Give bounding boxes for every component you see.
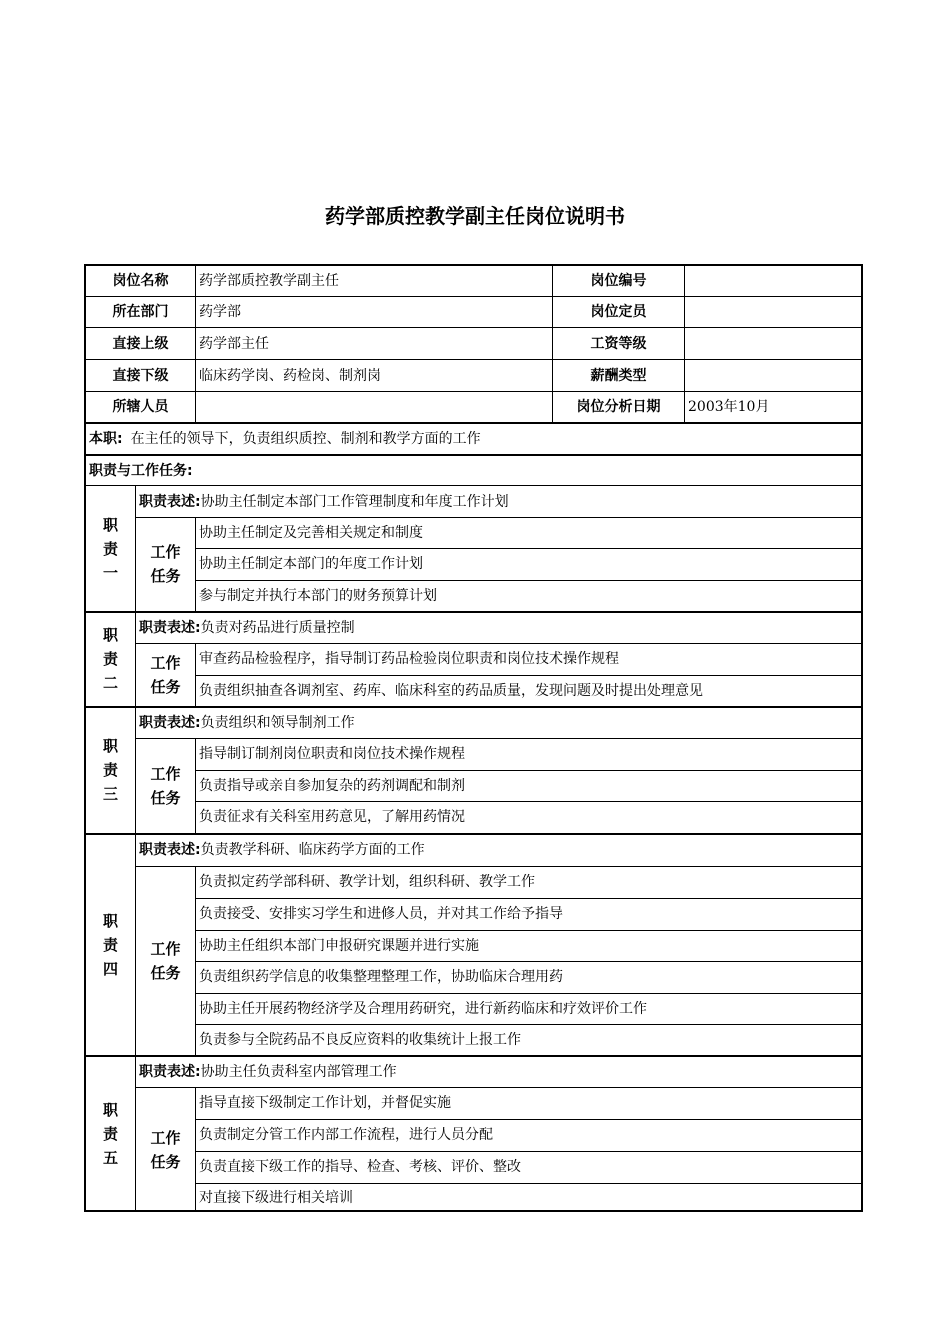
- duty-label: [86, 707, 135, 833]
- task-label: [136, 517, 195, 611]
- task-label-line: 任务: [150, 963, 181, 982]
- task-label-line: 工作: [150, 653, 181, 672]
- statement-text: 负责组织和领导制剂工作: [200, 714, 355, 731]
- task-label: [136, 1087, 195, 1212]
- duty-statement-row: [136, 486, 862, 517]
- duty-label-char: 责: [102, 935, 118, 954]
- duty-label-char: 责: [102, 1125, 118, 1143]
- duty-label-char: 职: [102, 737, 118, 755]
- grade-label: 工资等级: [590, 335, 647, 352]
- duty-label: [86, 834, 135, 1055]
- task-item: 负责参与全院药品不良反应资料的收集统计上报工作: [199, 1031, 521, 1048]
- task-item: 负责征求有关科室用药意见，了解用药情况: [199, 809, 465, 825]
- duty-label-char: 一: [102, 563, 118, 582]
- task-label-line: 工作: [150, 1128, 181, 1147]
- superior-label: 直接上级: [112, 335, 169, 352]
- task-item: 负责组织药学信息的收集整理整理工作，协助临床合理用药: [199, 969, 563, 985]
- duties-section-label: 职责与工作任务:: [89, 462, 193, 479]
- duty-label-char: 责: [102, 650, 118, 668]
- task-label-line: 任务: [150, 677, 181, 696]
- quota-value: [685, 297, 861, 327]
- duty-label: [86, 612, 135, 706]
- duty-label-char: 职: [102, 626, 118, 644]
- duty-label: [86, 486, 135, 611]
- task-item: 审查药品检验程序，指导制订药品检验岗位职责和岗位技术操作规程: [199, 651, 619, 667]
- statement-text: 负责对药品进行质量控制: [200, 619, 355, 636]
- dept-label: 所在部门: [112, 304, 169, 320]
- duty-label-char: 责: [102, 761, 118, 779]
- duty-label-char: 职: [102, 911, 118, 930]
- page-title: 药学部质控教学副主任岗位说明书: [325, 204, 625, 228]
- duty-statement-row: [136, 612, 862, 643]
- duty-statement-row: [136, 707, 862, 738]
- task-label: [136, 643, 195, 706]
- task-item: 负责组织抽查各调剂室、药库、临床科室的药品质量，发现问题及时提出处理意见: [199, 682, 703, 699]
- duty-label-char: 四: [102, 959, 118, 978]
- subordinate-label: 直接下级: [112, 367, 169, 384]
- summary-text: 在主任的领导下，负责组织质控、制剂和教学方面的工作: [130, 431, 481, 447]
- task-label-line: 任务: [150, 788, 181, 807]
- task-item: 协助主任制定本部门的年度工作计划: [199, 556, 423, 572]
- task-label: [136, 866, 195, 1055]
- task-item: 协助主任开展药物经济学及合理用药研究，进行新药临床和疗效评价工作: [199, 1000, 647, 1017]
- summary-row: [86, 424, 862, 454]
- grade-value: [685, 328, 861, 359]
- pay-type-label: 薪酬类型: [590, 367, 647, 384]
- task-label-line: 工作: [150, 764, 181, 783]
- staff-label: 所辖人员: [112, 399, 169, 415]
- statement-text: 负责教学科研、临床药学方面的工作: [200, 842, 425, 858]
- pay-type-value: [685, 360, 861, 391]
- duty-label-char: 二: [102, 674, 118, 692]
- task-item: 参与制定并执行本部门的财务预算计划: [199, 587, 437, 604]
- date-value: 2003年10月: [688, 399, 770, 415]
- duty-label: [86, 1056, 135, 1212]
- task-item: 对直接下级进行相关培训: [199, 1189, 353, 1206]
- summary-label: 本职:: [89, 431, 123, 447]
- statement-label: 职责表述:: [139, 493, 201, 510]
- task-item: 指导制订制剂岗位职责和岗位技术操作规程: [199, 746, 465, 762]
- task-item: 负责接受、安排实习学生和进修人员，并对其工作给予指导: [199, 906, 563, 922]
- task-label-line: 工作: [150, 543, 181, 561]
- task-item: 协助主任制定及完善相关规定和制度: [199, 524, 423, 541]
- dept-value: 药学部: [199, 304, 241, 320]
- task-item: 负责指导或亲自参加复杂的药剂调配和制剂: [199, 777, 465, 794]
- statement-label: 职责表述:: [139, 842, 201, 858]
- statement-label: 职责表述:: [139, 714, 201, 731]
- task-item: 负责直接下级工作的指导、检查、考核、评价、整改: [199, 1159, 521, 1175]
- duty-label-char: 五: [102, 1149, 118, 1167]
- post-name-label: 岗位名称: [112, 273, 169, 289]
- post-no-label: 岗位编号: [590, 273, 647, 289]
- duty-label-char: 三: [102, 785, 118, 803]
- task-item: 协助主任组织本部门申报研究课题并进行实施: [199, 937, 479, 954]
- duty-label-char: 责: [102, 539, 118, 558]
- duty-label-char: 职: [102, 1101, 118, 1119]
- quota-label: 岗位定员: [590, 304, 647, 320]
- duty-statement-row: [136, 834, 862, 866]
- task-item: 负责拟定药学部科研、教学计划，组织科研、教学工作: [199, 874, 535, 890]
- post-name-value: 药学部质控教学副主任: [199, 273, 339, 289]
- post-no-value: [685, 266, 861, 296]
- task-label-line: 任务: [150, 1152, 181, 1171]
- task-item: 负责制定分管工作内部工作流程，进行人员分配: [199, 1127, 493, 1143]
- statement-text: 协助主任负责科室内部管理工作: [200, 1063, 397, 1080]
- statement-text: 协助主任制定本部门工作管理制度和年度工作计划: [200, 493, 509, 510]
- duty-statement-row: [136, 1056, 862, 1087]
- task-label-line: 工作: [150, 939, 181, 958]
- task-item: 指导直接下级制定工作计划，并督促实施: [199, 1095, 451, 1111]
- staff-value: [196, 392, 552, 422]
- superior-value: 药学部主任: [199, 335, 269, 352]
- statement-label: 职责表述:: [139, 1063, 201, 1080]
- duty-label-char: 职: [102, 515, 118, 534]
- task-label: [136, 738, 195, 833]
- statement-label: 职责表述:: [139, 619, 201, 636]
- subordinate-value: 临床药学岗、药检岗、制剂岗: [199, 367, 381, 384]
- task-label-line: 任务: [150, 567, 181, 585]
- date-label: 岗位分析日期: [576, 399, 661, 415]
